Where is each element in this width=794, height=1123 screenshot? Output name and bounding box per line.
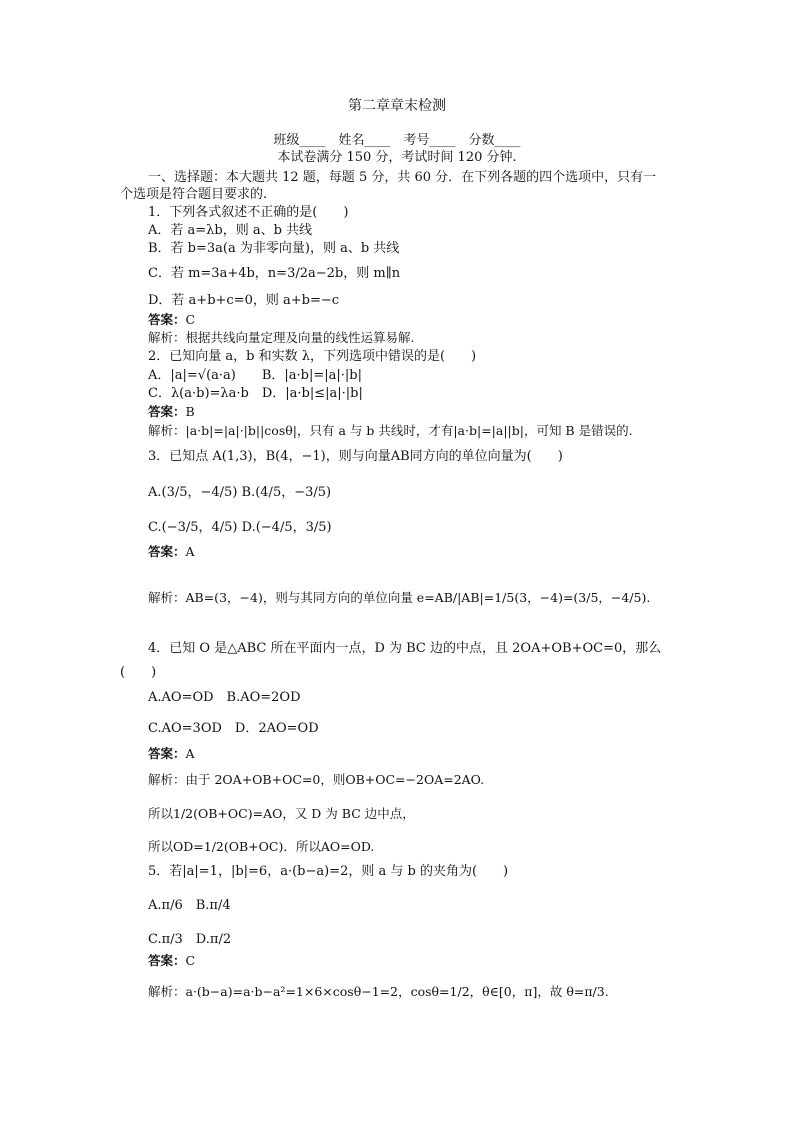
q5-options-cd: C.π/3 D.π/2 bbox=[148, 932, 232, 947]
q4-stem-line-1: 4．已知 O 是△ABC 所在平面内一点，D 为 BC 边的中点，且 2OA+OB+OC=0，那么 bbox=[148, 641, 662, 656]
q2-options-ab: A．|a|=√(a·a) B．|a·b|=|a|·|b| bbox=[148, 368, 362, 383]
q1-option-a: A．若 a=λb，则 a、b 共线 bbox=[148, 223, 313, 238]
q3-answer bbox=[148, 544, 195, 560]
section-intro-line-1: 一、选择题：本大题共 12 题，每题 5 分，共 60 分．在下列各题的四个选项中，只有一 bbox=[148, 170, 657, 185]
q2-stem: 2．已知向量 a，b 和实数 λ，下列选项中错误的是( ) bbox=[148, 349, 477, 364]
q4-answer bbox=[148, 746, 195, 762]
q4-analysis-line-2: 所以1/2(OB+OC)=AO，又 D 为 BC 边中点， bbox=[148, 806, 415, 821]
answer-label: 答案： bbox=[148, 746, 186, 761]
q1-answer bbox=[148, 312, 195, 328]
q4-stem-line-2: ( ) bbox=[120, 665, 157, 680]
student-info-line: 班级____ 姓名____ 考号____ 分数____ bbox=[273, 133, 521, 148]
answer-label: 答案： bbox=[148, 312, 186, 327]
q4-analysis-line-1: 解析：由于 2OA+OB+OC=0，则OB+OC=−2OA=2AO. bbox=[148, 772, 485, 787]
q2-answer bbox=[148, 404, 195, 420]
q5-options-ab: A.π/6 B.π/4 bbox=[148, 898, 231, 913]
q1-option-b: B．若 b=3a(a 为非零向量)，则 a、b 共线 bbox=[148, 241, 400, 256]
answer-value: B bbox=[185, 404, 195, 419]
exam-rules-line: 本试卷满分 150 分，考试时间 120 分钟. bbox=[277, 150, 517, 165]
q2-analysis: 解析：|a·b|=|a|·|b||cosθ|，只有 a 与 b 共线时，才有|a·b|=|a||b|，可知 B 是错误的. bbox=[148, 423, 633, 438]
q3-analysis: 解析：AB=(3，−4)，则与其同方向的单位向量 e=AB/|AB|=1/5(3，−4)=(3/5，−4/5). bbox=[148, 590, 651, 605]
section-intro-line-2: 个选项是符合题目要求的. bbox=[120, 187, 268, 202]
q4-options-cd: C.AO=3OD D．2AO=OD bbox=[148, 721, 319, 736]
page-title: 第二章章末检测 bbox=[348, 98, 446, 114]
q3-stem: 3．已知点 A(1,3)，B(4，−1)，则与向量AB同方向的单位向量为( ) bbox=[148, 449, 563, 464]
q5-stem: 5．若|a|=1，|b|=6，a·(b−a)=2，则 a 与 b 的夹角为( ) bbox=[148, 864, 509, 879]
q1-analysis: 解析：根据共线向量定理及向量的线性运算易解. bbox=[148, 330, 415, 345]
answer-value: C bbox=[185, 953, 196, 968]
q1-stem: 1．下列各式叙述不正确的是( ) bbox=[148, 205, 349, 220]
q5-analysis: 解析：a·(b−a)=a·b−a²=1×6×cosθ−1=2，cosθ=1/2，θ∈[0，π]，故 θ=π/3. bbox=[148, 984, 609, 999]
answer-label: 答案： bbox=[148, 953, 186, 968]
q3-options-cd: C.(−3/5，4/5) D.(−4/5，3/5) bbox=[148, 520, 332, 535]
q1-option-d: D．若 a+b+c=0，则 a+b=−c bbox=[148, 293, 340, 308]
answer-value: C bbox=[185, 312, 196, 327]
q1-option-c: C．若 m=3a+4b，n=3/2a−2b，则 m∥n bbox=[148, 266, 401, 281]
q4-options-ab: A.AO=OD B.AO=2OD bbox=[148, 690, 301, 705]
q2-options-cd: C．λ(a·b)=λa·b D．|a·b|≤|a|·|b| bbox=[148, 386, 363, 401]
answer-value: A bbox=[185, 544, 195, 559]
answer-label: 答案： bbox=[148, 544, 186, 559]
q3-options-ab: A.(3/5，−4/5) B.(4/5，−3/5) bbox=[148, 485, 332, 500]
answer-label: 答案： bbox=[148, 404, 186, 419]
q5-answer bbox=[148, 953, 195, 969]
answer-value: A bbox=[185, 746, 195, 761]
q4-analysis-line-3: 所以OD=1/2(OB+OC)．所以AO=OD. bbox=[148, 839, 375, 854]
